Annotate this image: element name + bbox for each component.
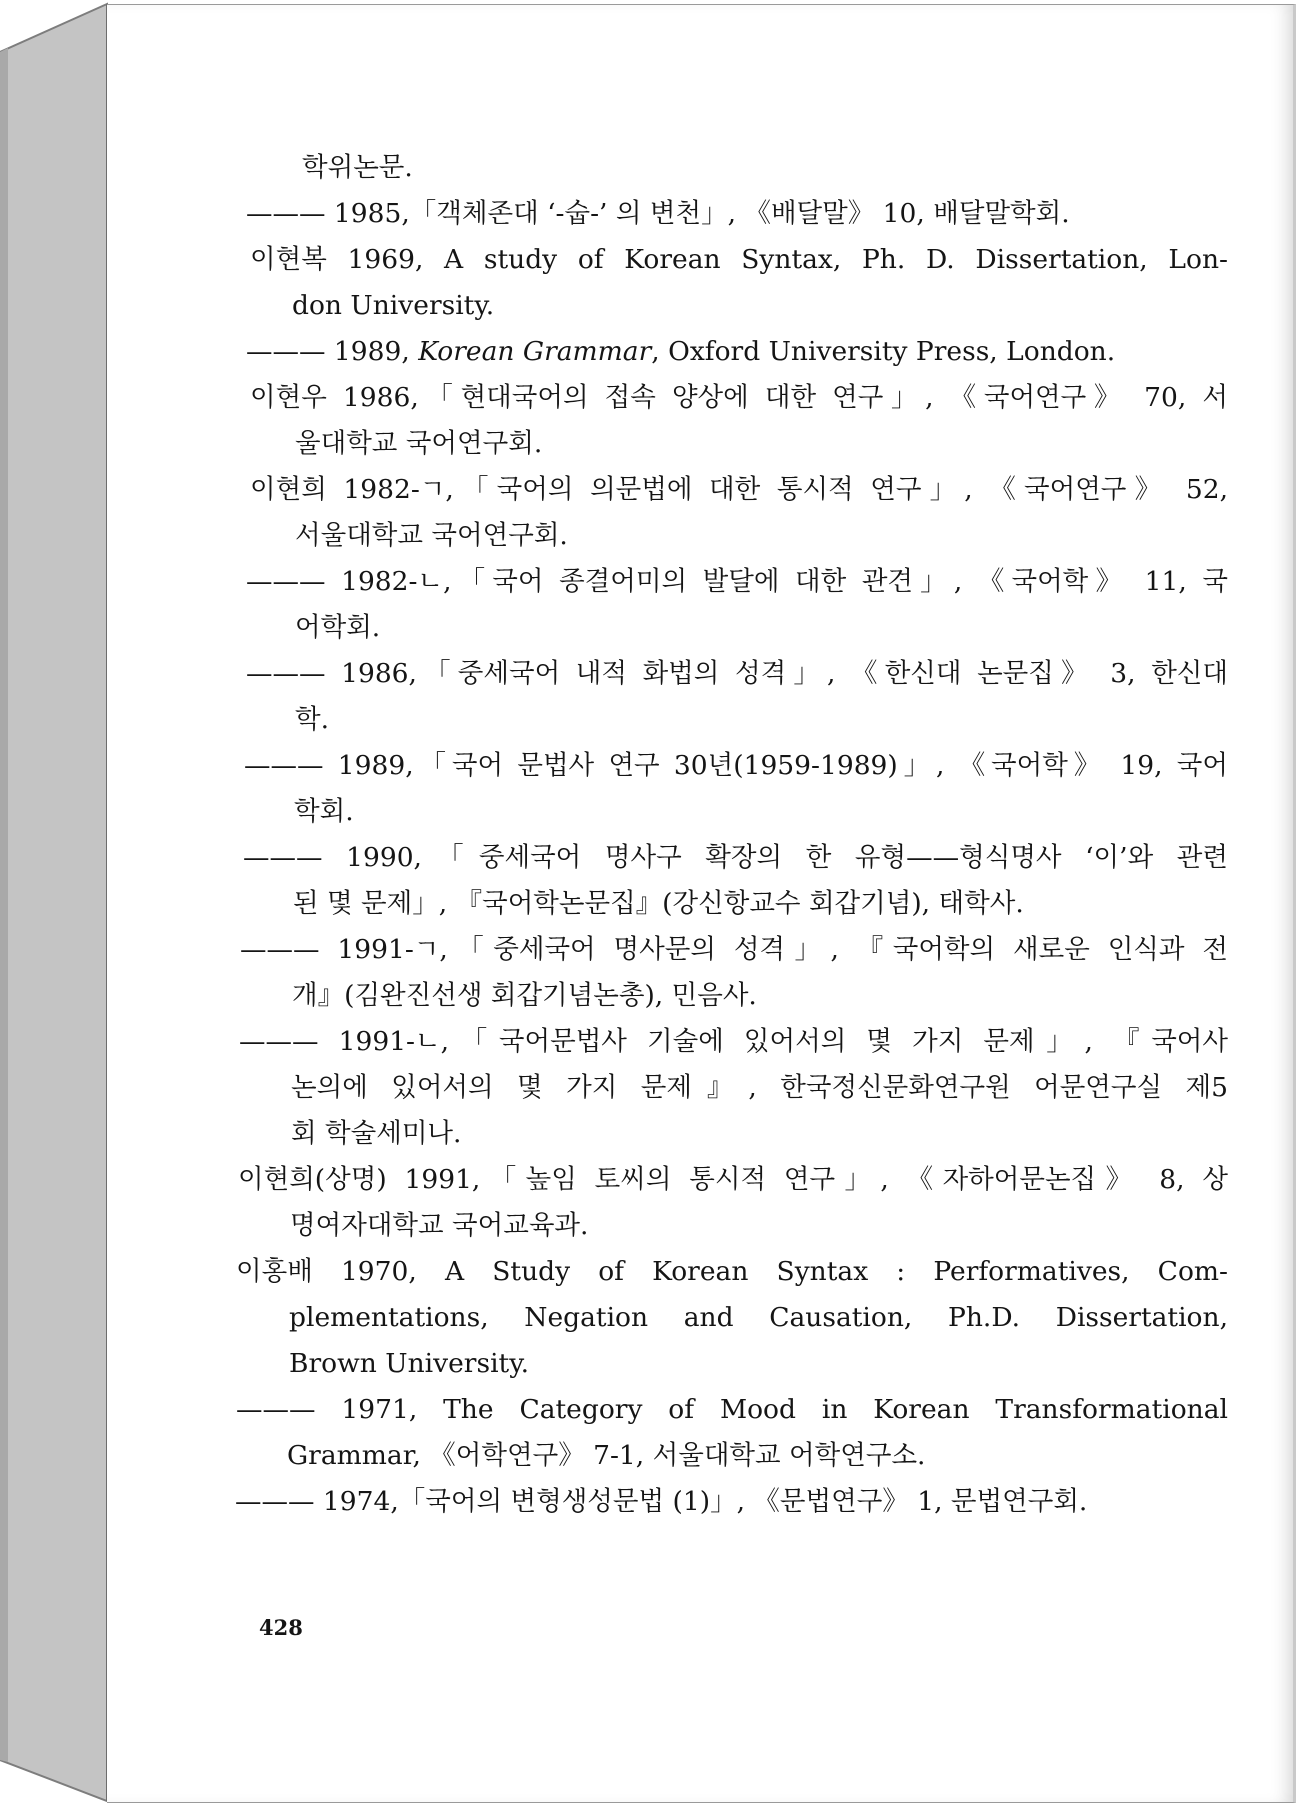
page-number: 428 xyxy=(259,1615,303,1640)
reference-line: ——— 1971, The Category of Mood in Korean Transformational xyxy=(236,1394,1228,1425)
reference-line: 이현희(상명) 1991,「높임 토씨의 통시적 연구」, 《자하어문논집》 8, 상 xyxy=(238,1164,1228,1195)
reference-line: 이현희 1982-ㄱ,「국어의 의문법에 대한 통시적 연구」, 《국어연구》 52, xyxy=(250,474,1228,505)
reference-line: 학회. xyxy=(294,796,354,827)
reference-line: 이현복 1969, A study of Korean Syntax, Ph. D. Dissertation, Lon- xyxy=(250,244,1228,275)
reference-publisher: , Oxford University Press, London. xyxy=(651,336,1116,367)
reference-line xyxy=(246,336,1115,368)
reference-line: plementations, Negation and Causation, Ph.D. Dissertation, xyxy=(289,1302,1228,1333)
reference-line: 학. xyxy=(295,704,330,735)
reference-line: Grammar, 《어학연구》 7-1, 서울대학교 어학연구소. xyxy=(287,1440,926,1471)
reference-line: ——— 1986,「중세국어 내적 화법의 성격」, 《한신대 논문집》 3, 한신대 xyxy=(246,658,1228,689)
book-title-italic: Korean Grammar xyxy=(418,336,652,367)
reference-line: 울대학교 국어연구회. xyxy=(295,428,543,459)
reference-line: ——— 1991-ㄴ,「국어문법사 기술에 있어서의 몇 가지 문제」, 『국어사 xyxy=(239,1026,1228,1057)
book-spine-edge xyxy=(0,0,110,1806)
reference-line: 이홍배 1970, A Study of Korean Syntax : Performatives, Com- xyxy=(236,1256,1228,1287)
reference-line: ——— 1982-ㄴ,「국어 종결어미의 발달에 대한 관견」, 《국어학》 11, 국 xyxy=(246,566,1228,597)
reference-line: ——— 1990,「중세국어 명사구 확장의 한 유형——형식명사 ‘이’와 관련 xyxy=(243,842,1228,873)
reference-line: 회 학술세미나. xyxy=(291,1118,462,1149)
reference-line: 학위논문. xyxy=(302,152,413,183)
reference-line: ——— 1974,「국어의 변형생성문법 (1)」, 《문법연구》 1, 문법연구회. xyxy=(235,1486,1088,1517)
reference-line: 개』(김완진선생 회갑기념논총), 민음사. xyxy=(292,980,757,1011)
reference-line: 어학회. xyxy=(295,612,381,643)
reference-dash-year: ——— 1989, xyxy=(246,336,419,367)
reference-line: 명여자대학교 국어교육과. xyxy=(290,1210,589,1241)
book-page xyxy=(107,4,1296,1803)
reference-line: don University. xyxy=(292,290,495,321)
reference-line: ——— 1991-ㄱ,「중세국어 명사문의 성격」, 『국어학의 새로운 인식과 전 xyxy=(240,934,1228,965)
reference-line: 이현우 1986,「현대국어의 접속 양상에 대한 연구」, 《국어연구》 70, 서 xyxy=(250,382,1228,413)
reference-list xyxy=(107,5,1293,1802)
reference-line: ——— 1985,「객체존대 ‘-숩-’ 의 변천」, 《배달말》 10, 배달말학회. xyxy=(246,198,1070,229)
reference-line: Brown University. xyxy=(289,1348,530,1379)
reference-line: ——— 1989,「국어 문법사 연구 30년(1959-1989)」, 《국어학》 19, 국어 xyxy=(244,750,1228,781)
reference-line: 논의에 있어서의 몇 가지 문제』, 한국정신문화연구원 어문연구실 제5 xyxy=(291,1072,1228,1103)
reference-line: 서울대학교 국어연구회. xyxy=(295,520,568,551)
reference-line: 된 몇 문제」, 『국어학논문집』(강신항교수 회갑기념), 태학사. xyxy=(293,888,1024,919)
